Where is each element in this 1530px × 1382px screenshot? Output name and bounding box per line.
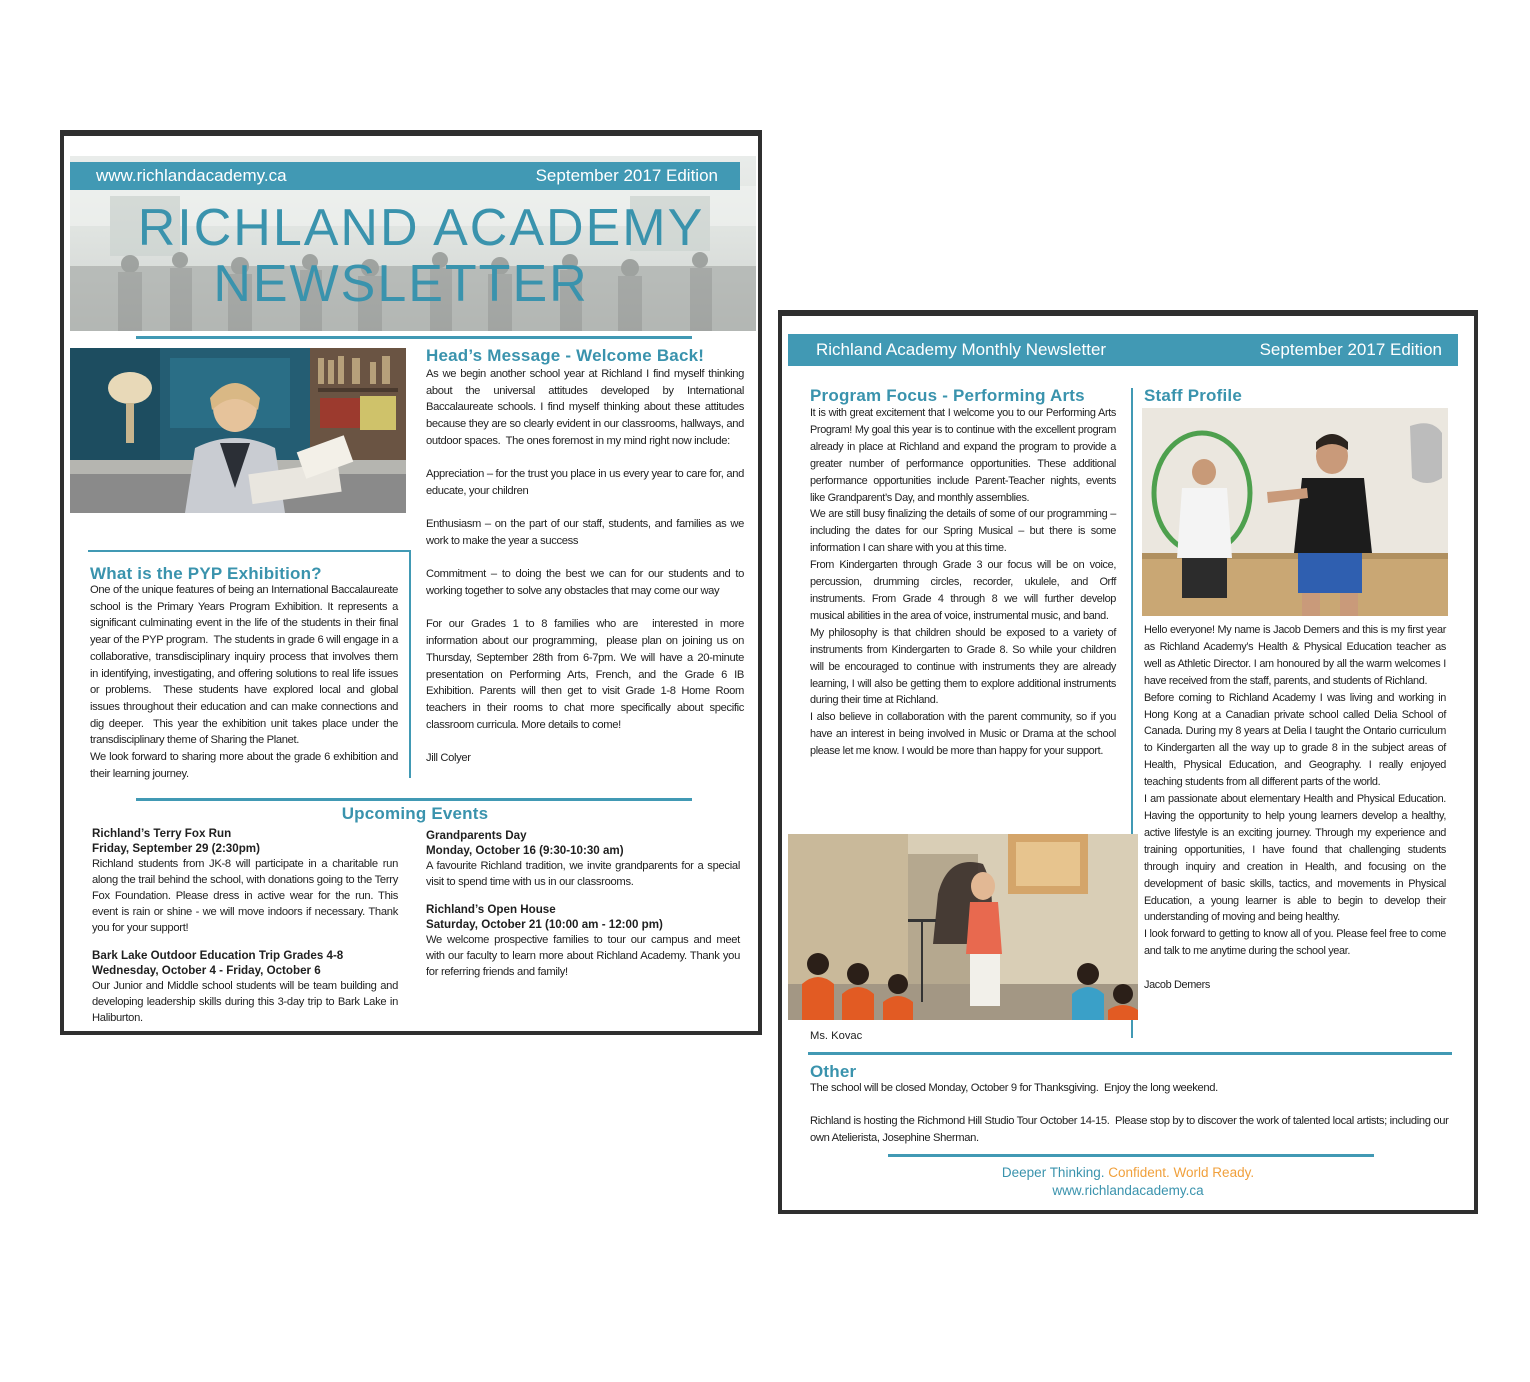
newsletter-page-2 bbox=[778, 310, 1478, 1214]
events-right-column bbox=[426, 828, 740, 992]
masthead-title bbox=[64, 200, 762, 312]
event-item bbox=[92, 826, 398, 936]
masthead-divider bbox=[136, 336, 692, 339]
other-paragraph: Richland is hosting the Richmond Hill Studio Tour October 14-15. Please stop by to discover the work of talented local artists; including our own Atelierista, Josephine Sherman. bbox=[810, 1115, 1452, 1145]
program-focus-paragraph: It is with great excitement that I welcome you to our Performing Arts Program! My goal this year is to continue with the excellent program already in place at Richland and expand the program to provide a greater number of performance opportunities. These additional performance opportunities include Parent-Teacher nights, events like Grandparent’s Day, and monthly assemblies. bbox=[810, 407, 1119, 504]
other-heading: Other bbox=[810, 1062, 857, 1081]
newsletter-page-1 bbox=[60, 130, 762, 1035]
program-focus-paragraph: I also believe in collaboration with the parent community, so if you have an interest in being involved in Music or Drama at the school please let me know. I would be more than happy for your support. bbox=[810, 711, 1119, 758]
heads-message-paragraph: Commitment – to doing the best we can for our students and to working together to solve any obstacles that may come our way bbox=[426, 568, 747, 598]
tagline-world-ready: World Ready. bbox=[1173, 1165, 1255, 1180]
pyp-paragraph: One of the unique features of being an International Baccalaureate school is the Primary Years Program Exhibition. It represents a significant culminating event in the life of the students in their final year of the PYP program. The students in grade 6 will engage in a collaborative, transdisciplinary inquiry process that involves them in identifying, investigating, and offering solutions to real life issues or problems. These students have explored local and global issues throughout their education and can make connections and dig deeper. This year the exhibition unit takes place under the transdisciplinary theme of Sharing the Planet. bbox=[90, 584, 401, 747]
other-body bbox=[810, 1080, 1450, 1147]
heads-message-paragraph: Enthusiasm – on the part of our staff, students, and families as we work to make the year a success bbox=[426, 518, 747, 547]
tagline-confident: Confident. bbox=[1108, 1165, 1170, 1180]
event-item bbox=[426, 828, 740, 890]
event-title: Grandparents Day bbox=[426, 829, 527, 842]
event-item bbox=[92, 948, 398, 1026]
staff-profile-paragraph: Before coming to Richland Academy I was living and working in Hong Kong at a Canadian private school called Delia School of Canada. During my 8 years at Delia I taught the Ontario curriculum to Kindergarten all the way up to grade 8 in the subject areas of Health, Physical Education, and Geography. I really enjoyed teaching students from all different parts of the world. bbox=[1144, 691, 1449, 789]
staff-profile-paragraph: I look forward to getting to know all of you. Please feel free to come and talk to me anytime during the school year. bbox=[1144, 928, 1449, 958]
events-heading: Upcoming Events bbox=[341, 804, 489, 823]
heads-message-paragraph: For our Grades 1 to 8 families who are interested in more information about our programming, please plan on joining us on Thursday, September 28th from 6-7pm. We will have a 20-minute presentation on Performing Arts, French, and the Grade 6 IB Exhibition. Parents will then get to visit Grade 1-8 Home Room teachers in their rooms to chat more specifically about specific classroom curricula. More details to come! bbox=[426, 618, 747, 731]
event-description: Our Junior and Middle school students will be team building and developing leadership skills during this 3-day trip to Bark Lake in Haliburton. bbox=[92, 980, 398, 1024]
staff-profile-signature: Jacob Demers bbox=[1144, 979, 1211, 992]
footer-tagline bbox=[782, 1164, 1474, 1182]
heads-message-body bbox=[426, 366, 747, 767]
events-divider bbox=[136, 798, 692, 801]
staff-profile-body bbox=[1144, 622, 1449, 994]
event-item bbox=[426, 902, 740, 980]
footer-url[interactable]: www.richlandacademy.ca bbox=[1052, 1183, 1204, 1198]
event-date: Saturday, October 21 (10:00 am - 12:00 pm) bbox=[426, 918, 663, 931]
event-title: Bark Lake Outdoor Education Trip Grades 4-8 bbox=[92, 949, 344, 962]
event-description: We welcome prospective families to tour our campus and meet with our faculty to learn more about Richland Academy. Thank you for referring friends and family! bbox=[426, 934, 740, 978]
events-left-column bbox=[92, 826, 398, 1035]
event-date: Friday, September 29 (2:30pm) bbox=[92, 842, 260, 855]
masthead-line-2: NEWSLETTER bbox=[213, 255, 589, 313]
other-divider bbox=[808, 1052, 1452, 1055]
staff-profile-paragraph: Hello everyone! My name is Jacob Demers and this is my first year as Richland Academy’s Health & Physical Education teacher as well as Athletic Director. I am honoured by all the warm welcomes I have received from the staff, parents, and students of Richland. bbox=[1144, 624, 1449, 687]
pyp-side-rule bbox=[409, 550, 411, 778]
program-focus-paragraph: From Kindergarten through Grade 3 our focus will be on voice, percussion, drumming circles, recorder, ukulele, and Orff instruments. From Grade 4 through 8 we will further develop musical abilities in the area of voice, instrumental music, and band. bbox=[810, 559, 1119, 622]
tagline-deeper-thinking: Deeper Thinking. bbox=[1001, 1165, 1105, 1180]
header-url[interactable]: www.richlandacademy.ca bbox=[96, 166, 287, 185]
page2-header-edition: September 2017 Edition bbox=[1259, 340, 1442, 359]
program-focus-heading: Program Focus - Performing Arts bbox=[810, 386, 1085, 405]
pyp-top-rule bbox=[88, 550, 410, 552]
pyp-paragraph: We look forward to sharing more about the grade 6 exhibition and their learning journey. bbox=[90, 751, 401, 780]
program-focus-body bbox=[810, 405, 1119, 760]
header-edition: September 2017 Edition bbox=[535, 166, 718, 185]
other-paragraph: The school will be closed Monday, October 9 for Thanksgiving. Enjoy the long weekend. bbox=[810, 1082, 1218, 1094]
staff-profile-heading: Staff Profile bbox=[1144, 386, 1243, 405]
music-class-photo bbox=[788, 834, 1138, 1020]
pyp-heading: What is the PYP Exhibition? bbox=[90, 564, 322, 583]
event-date: Monday, October 16 (9:30-10:30 am) bbox=[426, 844, 624, 857]
heads-message-paragraph: Appreciation – for the trust you place in us every year to care for, and educate, your children bbox=[426, 468, 747, 497]
staff-profile-paragraph: I am passionate about elementary Health and Physical Education. Having the opportunity to help young learners develop a healthy, active lifestyle is an exciting journey. Through my experience and training opportunities, I have found that challenging students through inquiry and creation in Health, and focusing on the development of basic skills, tactics, and movements in Physical Education, a young learner is able to begin to develop their understanding of moving and being healthy. bbox=[1144, 793, 1449, 924]
head-of-school-photo bbox=[70, 348, 406, 513]
staff-profile-photo bbox=[1142, 408, 1448, 616]
heads-message-paragraph: As we begin another school year at Richland I find myself thinking about the universal attitudes developed by International Baccalaureate schools. I find myself thinking about these attitudes because they are so clearly evident in our classrooms, hallways, and outdoor spaces. The ones foremost in my mind right now include: bbox=[426, 368, 747, 447]
event-date: Wednesday, October 4 - Friday, October 6 bbox=[92, 964, 321, 977]
heads-message-signature: Jill Colyer bbox=[426, 752, 471, 765]
page1-header-bar bbox=[70, 162, 740, 190]
event-description: A favourite Richland tradition, we invite grandparents for a special visit to spend time with us in our classrooms. bbox=[426, 860, 740, 888]
heads-message-heading: Head’s Message - Welcome Back! bbox=[426, 346, 705, 365]
event-description: Richland students from JK-8 will participate in a charitable run along the trail behind the school, with donations going to the Terry Fox Foundation. Please dress in active wear for the run. This event is rain or shine - we will move indoors if necessary. Thank you for your support! bbox=[92, 858, 398, 934]
photo-caption: Ms. Kovac bbox=[810, 1030, 863, 1042]
masthead-line-1: RICHLAND ACADEMY bbox=[137, 199, 705, 257]
event-title: Richland’s Open House bbox=[426, 903, 556, 916]
page2-header-title: Richland Academy Monthly Newsletter bbox=[816, 340, 1107, 359]
program-focus-paragraph: My philosophy is that children should be exposed to a variety of instruments from Kindergarten to Grade 8. So while your children will be encouraged to continue with instruments they are already learning, I will also be getting them to explore additional instruments during their time at Richland. bbox=[810, 626, 1119, 707]
footer-divider bbox=[888, 1154, 1374, 1157]
program-focus-paragraph: We are still busy finalizing the details of some of our programming – including the dates for our Spring Musical – but there is some information I can share with you at this time. bbox=[810, 508, 1119, 555]
page2-header-bar bbox=[788, 334, 1458, 366]
pyp-body bbox=[90, 582, 401, 782]
event-title: Richland’s Terry Fox Run bbox=[92, 827, 232, 840]
